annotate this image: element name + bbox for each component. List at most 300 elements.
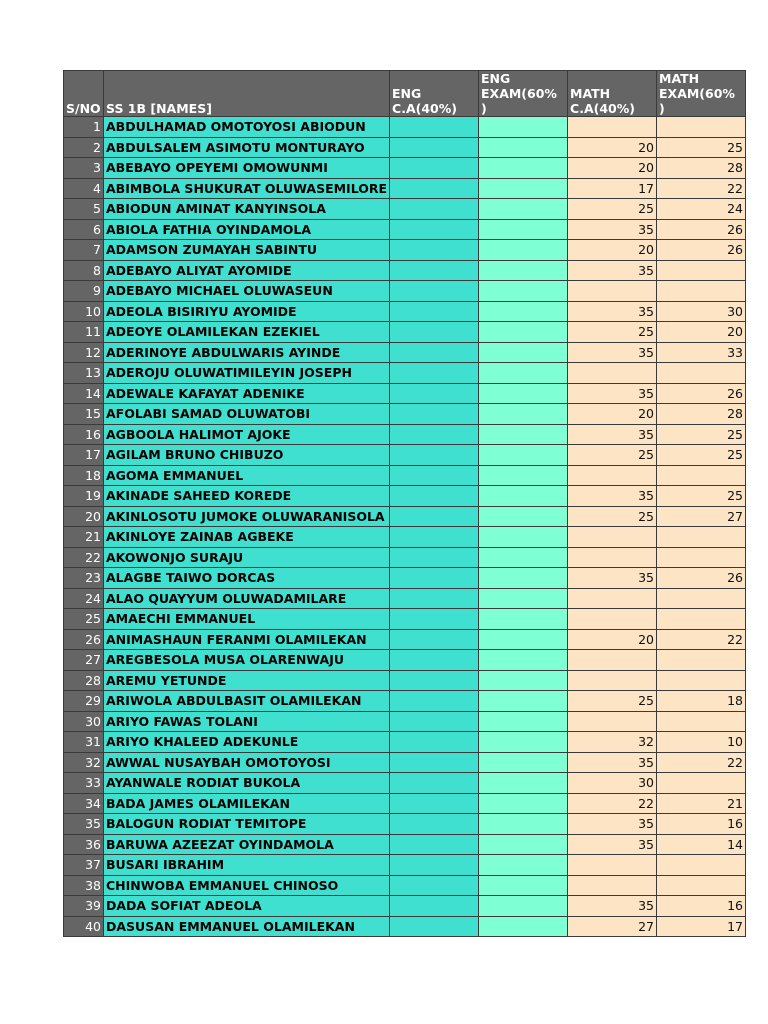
math-exam-cell[interactable]: 26 <box>657 219 746 240</box>
student-name-text: ADEBAYO MICHAEL OLUWASEUN <box>106 283 333 299</box>
math-exam-cell[interactable]: 17 <box>657 916 746 937</box>
table-row <box>64 527 746 548</box>
math-ca-cell[interactable]: 35 <box>568 219 657 240</box>
student-name-cell[interactable] <box>104 691 390 712</box>
student-name-text: ADEOYE OLAMILEKAN EZEKIEL <box>106 324 320 340</box>
eng-ca-cell[interactable] <box>390 301 479 322</box>
row-number-cell[interactable]: 35 <box>64 814 104 835</box>
table-row <box>64 916 746 937</box>
student-name-cell[interactable] <box>104 732 390 753</box>
math-ca-cell[interactable] <box>568 875 657 896</box>
eng-ca-cell[interactable] <box>390 445 479 466</box>
eng-ca-cell[interactable] <box>390 547 479 568</box>
eng-exam-cell[interactable] <box>479 650 568 671</box>
header-sno[interactable]: S/NO <box>64 71 104 117</box>
math-exam-cell[interactable]: 22 <box>657 178 746 199</box>
math-exam-cell[interactable]: 26 <box>657 240 746 261</box>
row-number-cell[interactable]: 19 <box>64 486 104 507</box>
table-row <box>64 752 746 773</box>
math-exam-cell[interactable] <box>657 260 746 281</box>
row-number-cell[interactable]: 3 <box>64 158 104 179</box>
row-number-cell[interactable]: 24 <box>64 588 104 609</box>
eng-exam-cell[interactable] <box>479 260 568 281</box>
table-row <box>64 506 746 527</box>
math-exam-cell[interactable]: 20 <box>657 322 746 343</box>
row-number-cell[interactable]: 17 <box>64 445 104 466</box>
eng-exam-cell[interactable] <box>479 773 568 794</box>
eng-ca-cell[interactable] <box>390 814 479 835</box>
row-number-cell[interactable]: 29 <box>64 691 104 712</box>
math-exam-cell[interactable]: 22 <box>657 752 746 773</box>
row-number-cell[interactable]: 27 <box>64 650 104 671</box>
eng-exam-cell[interactable] <box>479 363 568 384</box>
math-exam-cell[interactable]: 16 <box>657 896 746 917</box>
eng-exam-cell[interactable] <box>479 732 568 753</box>
student-name-text: ABDULSALEM ASIMOTU MONTURAYO <box>106 139 365 155</box>
eng-exam-cell[interactable] <box>479 814 568 835</box>
math-ca-cell[interactable]: 25 <box>568 506 657 527</box>
row-number-cell[interactable]: 39 <box>64 896 104 917</box>
row-number-cell[interactable]: 40 <box>64 916 104 937</box>
eng-ca-cell[interactable] <box>390 916 479 937</box>
student-name-text: ANIMASHAUN FERANMI OLAMILEKAN <box>106 631 367 647</box>
row-number-cell[interactable]: 5 <box>64 199 104 220</box>
student-name-text: ABIMBOLA SHUKURAT OLUWASEMILORE <box>106 180 388 196</box>
math-exam-cell[interactable]: 26 <box>657 383 746 404</box>
eng-ca-cell[interactable] <box>390 383 479 404</box>
table-row <box>64 588 746 609</box>
table-row <box>64 383 746 404</box>
student-name-cell[interactable] <box>104 363 390 384</box>
eng-exam-cell[interactable] <box>479 506 568 527</box>
eng-exam-cell[interactable] <box>479 199 568 220</box>
student-name-cell[interactable] <box>104 527 390 548</box>
student-name-cell[interactable] <box>104 609 390 630</box>
eng-ca-cell[interactable] <box>390 793 479 814</box>
row-number-cell[interactable]: 9 <box>64 281 104 302</box>
math-exam-cell[interactable] <box>657 875 746 896</box>
row-number-cell[interactable]: 23 <box>64 568 104 589</box>
math-ca-cell[interactable] <box>568 117 657 138</box>
eng-exam-cell[interactable] <box>479 158 568 179</box>
student-name-cell[interactable] <box>104 793 390 814</box>
eng-ca-cell[interactable] <box>390 609 479 630</box>
student-name-cell[interactable] <box>104 568 390 589</box>
eng-ca-cell[interactable] <box>390 568 479 589</box>
math-exam-cell[interactable]: 21 <box>657 793 746 814</box>
table-row <box>64 834 746 855</box>
eng-ca-cell[interactable] <box>390 896 479 917</box>
row-number-cell[interactable]: 4 <box>64 178 104 199</box>
math-ca-cell[interactable]: 22 <box>568 793 657 814</box>
student-name-text: DASUSAN EMMANUEL OLAMILEKAN <box>106 918 355 934</box>
row-number-cell[interactable]: 28 <box>64 670 104 691</box>
table-row <box>64 117 746 138</box>
table-row <box>64 445 746 466</box>
eng-ca-cell[interactable] <box>390 363 479 384</box>
table-row <box>64 650 746 671</box>
math-exam-cell[interactable]: 28 <box>657 158 746 179</box>
student-name-cell[interactable] <box>104 404 390 425</box>
table-row <box>64 732 746 753</box>
eng-ca-cell[interactable] <box>390 588 479 609</box>
student-name-cell[interactable] <box>104 650 390 671</box>
math-ca-cell[interactable]: 30 <box>568 773 657 794</box>
row-number-cell[interactable]: 12 <box>64 342 104 363</box>
math-exam-cell[interactable]: 10 <box>657 732 746 753</box>
eng-exam-cell[interactable] <box>479 855 568 876</box>
math-exam-cell[interactable]: 28 <box>657 404 746 425</box>
student-name-cell[interactable] <box>104 342 390 363</box>
student-name-cell[interactable] <box>104 855 390 876</box>
math-exam-cell[interactable]: 18 <box>657 691 746 712</box>
student-name-cell[interactable] <box>104 896 390 917</box>
math-ca-cell[interactable] <box>568 527 657 548</box>
math-exam-cell[interactable]: 22 <box>657 629 746 650</box>
student-name-text: ADEWALE KAFAYAT ADENIKE <box>106 385 305 401</box>
student-name-text: ALAO QUAYYUM OLUWADAMILARE <box>106 590 347 606</box>
row-number-cell[interactable]: 34 <box>64 793 104 814</box>
row-number-cell[interactable]: 7 <box>64 240 104 261</box>
eng-exam-cell[interactable] <box>479 670 568 691</box>
student-name-text: ALAGBE TAIWO DORCAS <box>106 570 276 586</box>
math-exam-cell[interactable] <box>657 363 746 384</box>
row-number-cell[interactable]: 32 <box>64 752 104 773</box>
math-exam-cell[interactable]: 14 <box>657 834 746 855</box>
math-exam-cell[interactable] <box>657 527 746 548</box>
math-ca-cell[interactable]: 27 <box>568 916 657 937</box>
eng-ca-cell[interactable] <box>390 219 479 240</box>
math-ca-cell[interactable]: 35 <box>568 301 657 322</box>
student-name-text: ADEROJU OLUWATIMILEYIN JOSEPH <box>106 365 352 381</box>
student-name-cell[interactable] <box>104 117 390 138</box>
math-exam-cell[interactable] <box>657 609 746 630</box>
math-ca-cell[interactable]: 25 <box>568 322 657 343</box>
eng-ca-cell[interactable] <box>390 650 479 671</box>
math-ca-cell[interactable]: 35 <box>568 834 657 855</box>
row-number-cell[interactable]: 2 <box>64 137 104 158</box>
table-row <box>64 301 746 322</box>
table-body <box>64 117 746 937</box>
student-name-cell[interactable] <box>104 219 390 240</box>
row-number-cell[interactable]: 26 <box>64 629 104 650</box>
student-name-text: AREGBESOLA MUSA OLARENWAJU <box>106 652 344 668</box>
eng-ca-cell[interactable] <box>390 178 479 199</box>
student-name-cell[interactable] <box>104 281 390 302</box>
eng-exam-cell[interactable] <box>479 588 568 609</box>
table-row <box>64 711 746 732</box>
eng-ca-cell[interactable] <box>390 404 479 425</box>
eng-exam-cell[interactable] <box>479 322 568 343</box>
row-number-cell[interactable]: 13 <box>64 363 104 384</box>
eng-ca-cell[interactable] <box>390 752 479 773</box>
student-name-text: BUSARI IBRAHIM <box>106 857 225 873</box>
math-ca-cell[interactable]: 25 <box>568 445 657 466</box>
math-ca-cell[interactable]: 25 <box>568 691 657 712</box>
student-name-cell[interactable] <box>104 260 390 281</box>
eng-exam-cell[interactable] <box>479 342 568 363</box>
table-row <box>64 158 746 179</box>
student-name-text: CHINWOBA EMMANUEL CHINOSO <box>106 877 339 893</box>
student-name-cell[interactable] <box>104 199 390 220</box>
eng-ca-cell[interactable] <box>390 629 479 650</box>
eng-exam-cell[interactable] <box>479 527 568 548</box>
eng-ca-cell[interactable] <box>390 424 479 445</box>
math-ca-cell[interactable]: 35 <box>568 752 657 773</box>
student-name-cell[interactable] <box>104 670 390 691</box>
eng-exam-cell[interactable] <box>479 609 568 630</box>
math-ca-cell[interactable]: 25 <box>568 199 657 220</box>
row-number-cell[interactable]: 18 <box>64 465 104 486</box>
math-exam-cell[interactable]: 25 <box>657 486 746 507</box>
student-name-cell[interactable] <box>104 506 390 527</box>
row-number-cell[interactable]: 11 <box>64 322 104 343</box>
row-number-cell[interactable]: 31 <box>64 732 104 753</box>
math-exam-cell[interactable] <box>657 281 746 302</box>
eng-ca-cell[interactable] <box>390 711 479 732</box>
table-row <box>64 568 746 589</box>
eng-exam-cell[interactable] <box>479 281 568 302</box>
math-exam-cell[interactable]: 33 <box>657 342 746 363</box>
student-name-text: AREMU YETUNDE <box>106 672 227 688</box>
student-name-text: ADAMSON ZUMAYAH SABINTU <box>106 242 318 258</box>
eng-exam-cell[interactable] <box>479 117 568 138</box>
student-name-text: AGILAM BRUNO CHIBUZO <box>106 447 284 463</box>
student-name-text: AKINLOYE ZAINAB AGBEKE <box>106 529 294 545</box>
math-ca-cell[interactable] <box>568 281 657 302</box>
eng-exam-cell[interactable] <box>479 629 568 650</box>
row-number-cell[interactable]: 16 <box>64 424 104 445</box>
math-exam-cell[interactable]: 25 <box>657 445 746 466</box>
math-ca-cell[interactable] <box>568 465 657 486</box>
eng-exam-cell[interactable] <box>479 691 568 712</box>
header-eng-exam[interactable]: ENG EXAM(60% ) <box>479 71 568 117</box>
eng-ca-cell[interactable] <box>390 465 479 486</box>
header-eng-ca[interactable]: ENG C.A(40%) <box>390 71 479 117</box>
student-name-cell[interactable] <box>104 301 390 322</box>
eng-ca-cell[interactable] <box>390 158 479 179</box>
student-name-cell[interactable] <box>104 773 390 794</box>
student-name-text: ABEBAYO OPEYEMI OMOWUNMI <box>106 160 328 176</box>
header-math-exam[interactable]: MATH EXAM(60% ) <box>657 71 746 117</box>
student-name-text: BADA JAMES OLAMILEKAN <box>106 795 290 811</box>
row-number-cell[interactable]: 22 <box>64 547 104 568</box>
eng-ca-cell[interactable] <box>390 834 479 855</box>
math-ca-cell[interactable]: 20 <box>568 629 657 650</box>
student-name-text: ABIOLA FATHIA OYINDAMOLA <box>106 221 312 237</box>
math-exam-cell[interactable] <box>657 855 746 876</box>
student-name-cell[interactable] <box>104 916 390 937</box>
math-exam-cell[interactable] <box>657 465 746 486</box>
student-name-text: ABDULHAMAD OMOTOYOSI ABIODUN <box>106 119 366 135</box>
math-exam-cell[interactable] <box>657 650 746 671</box>
row-number-cell[interactable]: 1 <box>64 117 104 138</box>
row-number-cell[interactable]: 15 <box>64 404 104 425</box>
math-exam-cell[interactable] <box>657 117 746 138</box>
row-number-cell[interactable]: 36 <box>64 834 104 855</box>
math-ca-cell[interactable] <box>568 588 657 609</box>
student-name-text: AGOMA EMMANUEL <box>106 467 244 483</box>
student-name-cell[interactable] <box>104 547 390 568</box>
math-ca-cell[interactable]: 20 <box>568 137 657 158</box>
math-exam-cell[interactable]: 30 <box>657 301 746 322</box>
table-row <box>64 773 746 794</box>
student-name-cell[interactable] <box>104 178 390 199</box>
eng-exam-cell[interactable] <box>479 465 568 486</box>
math-exam-cell[interactable]: 27 <box>657 506 746 527</box>
row-number-cell[interactable]: 8 <box>64 260 104 281</box>
math-ca-cell[interactable]: 35 <box>568 342 657 363</box>
eng-ca-cell[interactable] <box>390 137 479 158</box>
student-name-text: ADERINOYE ABDULWARIS AYINDE <box>106 344 341 360</box>
eng-exam-cell[interactable] <box>479 834 568 855</box>
row-number-cell[interactable]: 30 <box>64 711 104 732</box>
eng-ca-cell[interactable] <box>390 875 479 896</box>
eng-exam-cell[interactable] <box>479 178 568 199</box>
eng-exam-cell[interactable] <box>479 752 568 773</box>
student-name-cell[interactable] <box>104 486 390 507</box>
eng-ca-cell[interactable] <box>390 199 479 220</box>
student-name-cell[interactable] <box>104 137 390 158</box>
math-ca-cell[interactable]: 20 <box>568 158 657 179</box>
eng-ca-cell[interactable] <box>390 260 479 281</box>
math-ca-cell[interactable] <box>568 855 657 876</box>
row-number-cell[interactable]: 20 <box>64 506 104 527</box>
eng-exam-cell[interactable] <box>479 486 568 507</box>
math-exam-cell[interactable]: 16 <box>657 814 746 835</box>
student-name-cell[interactable] <box>104 424 390 445</box>
math-exam-cell[interactable]: 25 <box>657 137 746 158</box>
eng-exam-cell[interactable] <box>479 711 568 732</box>
eng-ca-cell[interactable] <box>390 240 479 261</box>
student-name-cell[interactable] <box>104 752 390 773</box>
math-exam-cell[interactable]: 25 <box>657 424 746 445</box>
math-ca-cell[interactable]: 32 <box>568 732 657 753</box>
eng-ca-cell[interactable] <box>390 855 479 876</box>
student-name-cell[interactable] <box>104 834 390 855</box>
eng-ca-cell[interactable] <box>390 527 479 548</box>
eng-exam-cell[interactable] <box>479 916 568 937</box>
math-exam-cell[interactable] <box>657 670 746 691</box>
row-number-cell[interactable]: 21 <box>64 527 104 548</box>
eng-exam-cell[interactable] <box>479 568 568 589</box>
eng-exam-cell[interactable] <box>479 793 568 814</box>
eng-exam-cell[interactable] <box>479 875 568 896</box>
eng-exam-cell[interactable] <box>479 896 568 917</box>
eng-exam-cell[interactable] <box>479 424 568 445</box>
table-row <box>64 199 746 220</box>
math-ca-cell[interactable]: 35 <box>568 814 657 835</box>
math-ca-cell[interactable]: 35 <box>568 486 657 507</box>
math-ca-cell[interactable] <box>568 670 657 691</box>
student-name-cell[interactable] <box>104 240 390 261</box>
math-exam-cell[interactable] <box>657 547 746 568</box>
eng-ca-cell[interactable] <box>390 773 479 794</box>
math-ca-cell[interactable] <box>568 609 657 630</box>
eng-exam-cell[interactable] <box>479 137 568 158</box>
eng-exam-cell[interactable] <box>479 547 568 568</box>
math-exam-cell[interactable] <box>657 588 746 609</box>
student-name-cell[interactable] <box>104 158 390 179</box>
student-name-cell[interactable] <box>104 588 390 609</box>
math-ca-cell[interactable] <box>568 650 657 671</box>
row-number-cell[interactable]: 38 <box>64 875 104 896</box>
eng-ca-cell[interactable] <box>390 117 479 138</box>
row-number-cell[interactable]: 6 <box>64 219 104 240</box>
math-ca-cell[interactable] <box>568 363 657 384</box>
table-row <box>64 363 746 384</box>
table-row <box>64 137 746 158</box>
eng-exam-cell[interactable] <box>479 219 568 240</box>
student-name-cell[interactable] <box>104 711 390 732</box>
math-ca-cell[interactable]: 20 <box>568 404 657 425</box>
student-name-cell[interactable] <box>104 383 390 404</box>
table-row <box>64 424 746 445</box>
math-ca-cell[interactable]: 35 <box>568 383 657 404</box>
eng-ca-cell[interactable] <box>390 506 479 527</box>
row-number-cell[interactable]: 14 <box>64 383 104 404</box>
table-row <box>64 629 746 650</box>
math-ca-cell[interactable]: 17 <box>568 178 657 199</box>
eng-ca-cell[interactable] <box>390 322 479 343</box>
student-name-text: AMAECHI EMMANUEL <box>106 611 256 627</box>
math-exam-cell[interactable] <box>657 773 746 794</box>
eng-exam-cell[interactable] <box>479 445 568 466</box>
math-ca-cell[interactable]: 35 <box>568 896 657 917</box>
eng-exam-cell[interactable] <box>479 301 568 322</box>
student-name-cell[interactable] <box>104 629 390 650</box>
math-ca-cell[interactable]: 35 <box>568 260 657 281</box>
header-math-ca[interactable]: MATH C.A(40%) <box>568 71 657 117</box>
student-name-text: ADEBAYO ALIYAT AYOMIDE <box>106 262 292 278</box>
table-row <box>64 691 746 712</box>
eng-ca-cell[interactable] <box>390 486 479 507</box>
eng-ca-cell[interactable] <box>390 732 479 753</box>
row-number-cell[interactable]: 37 <box>64 855 104 876</box>
student-name-cell[interactable] <box>104 875 390 896</box>
eng-exam-cell[interactable] <box>479 240 568 261</box>
table-row <box>64 670 746 691</box>
math-ca-cell[interactable]: 20 <box>568 240 657 261</box>
eng-ca-cell[interactable] <box>390 281 479 302</box>
student-name-text: AGBOOLA HALIMOT AJOKE <box>106 426 291 442</box>
student-name-cell[interactable] <box>104 465 390 486</box>
table-row <box>64 814 746 835</box>
table-row <box>64 219 746 240</box>
header-name[interactable]: SS 1B [NAMES] <box>104 71 390 117</box>
student-name-cell[interactable] <box>104 322 390 343</box>
math-exam-cell[interactable] <box>657 711 746 732</box>
math-exam-cell[interactable]: 24 <box>657 199 746 220</box>
student-name-text: ARIWOLA ABDULBASIT OLAMILEKAN <box>106 693 362 709</box>
row-number-cell[interactable]: 10 <box>64 301 104 322</box>
math-ca-cell[interactable] <box>568 547 657 568</box>
eng-ca-cell[interactable] <box>390 691 479 712</box>
math-ca-cell[interactable]: 35 <box>568 568 657 589</box>
eng-exam-cell[interactable] <box>479 383 568 404</box>
student-name-cell[interactable] <box>104 814 390 835</box>
student-name-cell[interactable] <box>104 445 390 466</box>
row-number-cell[interactable]: 33 <box>64 773 104 794</box>
row-number-cell[interactable]: 25 <box>64 609 104 630</box>
table-row <box>64 178 746 199</box>
math-ca-cell[interactable]: 35 <box>568 424 657 445</box>
eng-ca-cell[interactable] <box>390 342 479 363</box>
math-exam-cell[interactable]: 26 <box>657 568 746 589</box>
eng-exam-cell[interactable] <box>479 404 568 425</box>
eng-ca-cell[interactable] <box>390 670 479 691</box>
math-ca-cell[interactable] <box>568 711 657 732</box>
